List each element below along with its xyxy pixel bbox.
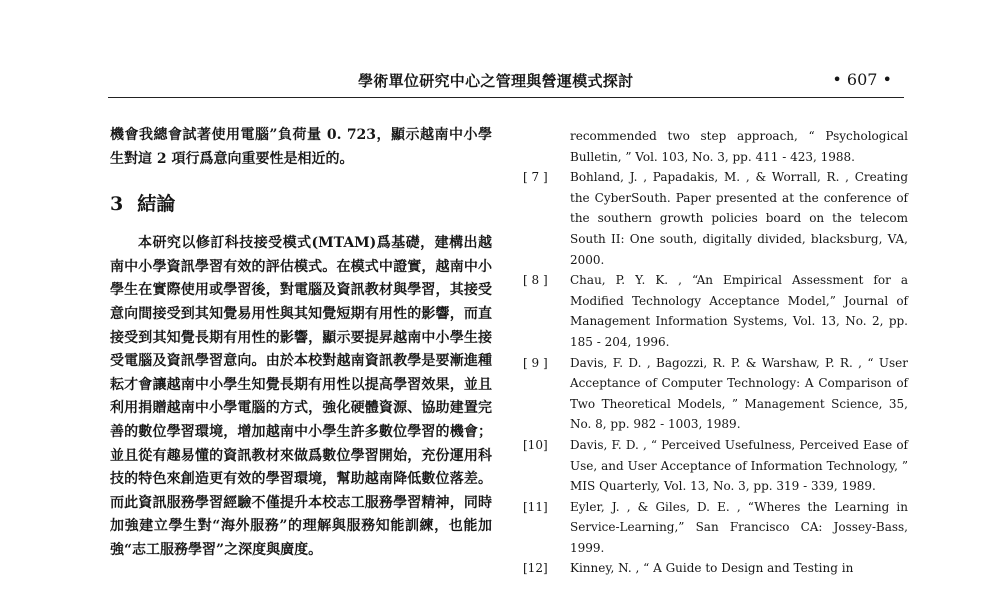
reference-number: [12] [523, 561, 548, 576]
left-column [110, 124, 492, 563]
reference-text: Eyler, J. , & Giles, D. E. , “Wheres the Learning in Service-Learning,” San Francisco CA: Jossey-Bass, 1999. [570, 499, 908, 555]
reference-item [523, 126, 908, 167]
page-number: • 607 • [832, 70, 892, 89]
reference-item [523, 353, 908, 435]
reference-item [523, 167, 908, 270]
reference-text: Davis, F. D. , “ Perceived Usefulness, Perceived Ease of Use, and User Acceptance of Information Technology, ” MIS Quarterly, Vol. 13, No. 3, pp. 319 - 339, 1989. [570, 437, 908, 494]
reference-text: Chau, P. Y. K. , “An Empirical Assessment for a Modified Technology Acceptance Model,” Journal of Management Information Systems, Vol. 13, No. 2, pp. 185 - 204, 1996. [570, 273, 908, 349]
reference-number: [ 7 ] [523, 170, 548, 185]
reference-number: [11] [523, 499, 548, 514]
reference-text: Bohland, J. , Papadakis, M. , & Worrall, R. , Creating the CyberSouth. Paper presented at the conference of the southern growth policies board on the telecom South II: One south, digitally divided, blacksburg, VA, 2000. [570, 170, 908, 267]
reference-number: [ 8 ] [523, 273, 548, 288]
reference-number: [ 9 ] [523, 355, 548, 370]
reference-text: Kinney, N. , “ A Guide to Design and Testing in [570, 561, 854, 576]
reference-item [523, 435, 908, 497]
reference-number: [10] [523, 437, 548, 452]
paragraph-continued: 機會我總會試著使用電腦”負荷量 0. 723，顯示越南中小學生對這 2 項行爲意向重要性是相近的。 [110, 127, 492, 167]
header-rule [108, 97, 904, 98]
section-title: 結論 [137, 193, 176, 216]
reference-item [523, 497, 908, 559]
page-header [110, 70, 900, 94]
reference-item [523, 270, 908, 352]
running-title: 學術單位研究中心之管理與營運模式探討 [358, 72, 634, 90]
conclusion-paragraph: 本研究以修訂科技接受模式(MTAM)爲基礎，建構出越南中小學資訊學習有效的評估模式。在模式中證實，越南中小學生在實際使用或學習後，對電腦及資訊教材與學習，其接受意向間接受到其知覺易用性與其知覺短期有用性的影響，而直接受到其知覺長期有用性的影響，顯示要提昇越南中小學生接受電腦及資訊學習意向。由於本校對越南資訊教學是要漸進種耘才會讓越南中小學生知覺長期有用性以提高學習效果，並且利用捐贈越南中小學電腦的方式，強化硬體資源、協助建置完善的數位學習環境，增加越南中小學生許多數位學習的機會；並且從有趣易懂的資訊教材來做爲數位學習開始，充份運用科技的特色來創造更有效的學習環境，幫助越南降低數位落差。而此資訊服務學習經驗不僅提升本校志工服務學習精神，同時加強建立學生對“海外服務”的理解與服務知能訓練，也能加強“志工服務學習”之深度與廣度。 [110, 235, 492, 558]
section-number: 3 [110, 193, 124, 216]
references-column [523, 126, 908, 579]
reference-text: Davis, F. D. , Bagozzi, R. P. & Warshaw, P. R. , “ User Acceptance of Computer Technology: A Comparison of Two Theoretical Models, ” Management Science, 35, No. 8, pp. 982 - 1003, 1989. [570, 355, 908, 432]
section-heading [110, 189, 492, 216]
reference-item [523, 558, 908, 579]
reference-text: recommended two step approach, “ Psychological Bulletin, ” Vol. 103, No. 3, pp. 411 - 423, 1988. [570, 129, 908, 164]
